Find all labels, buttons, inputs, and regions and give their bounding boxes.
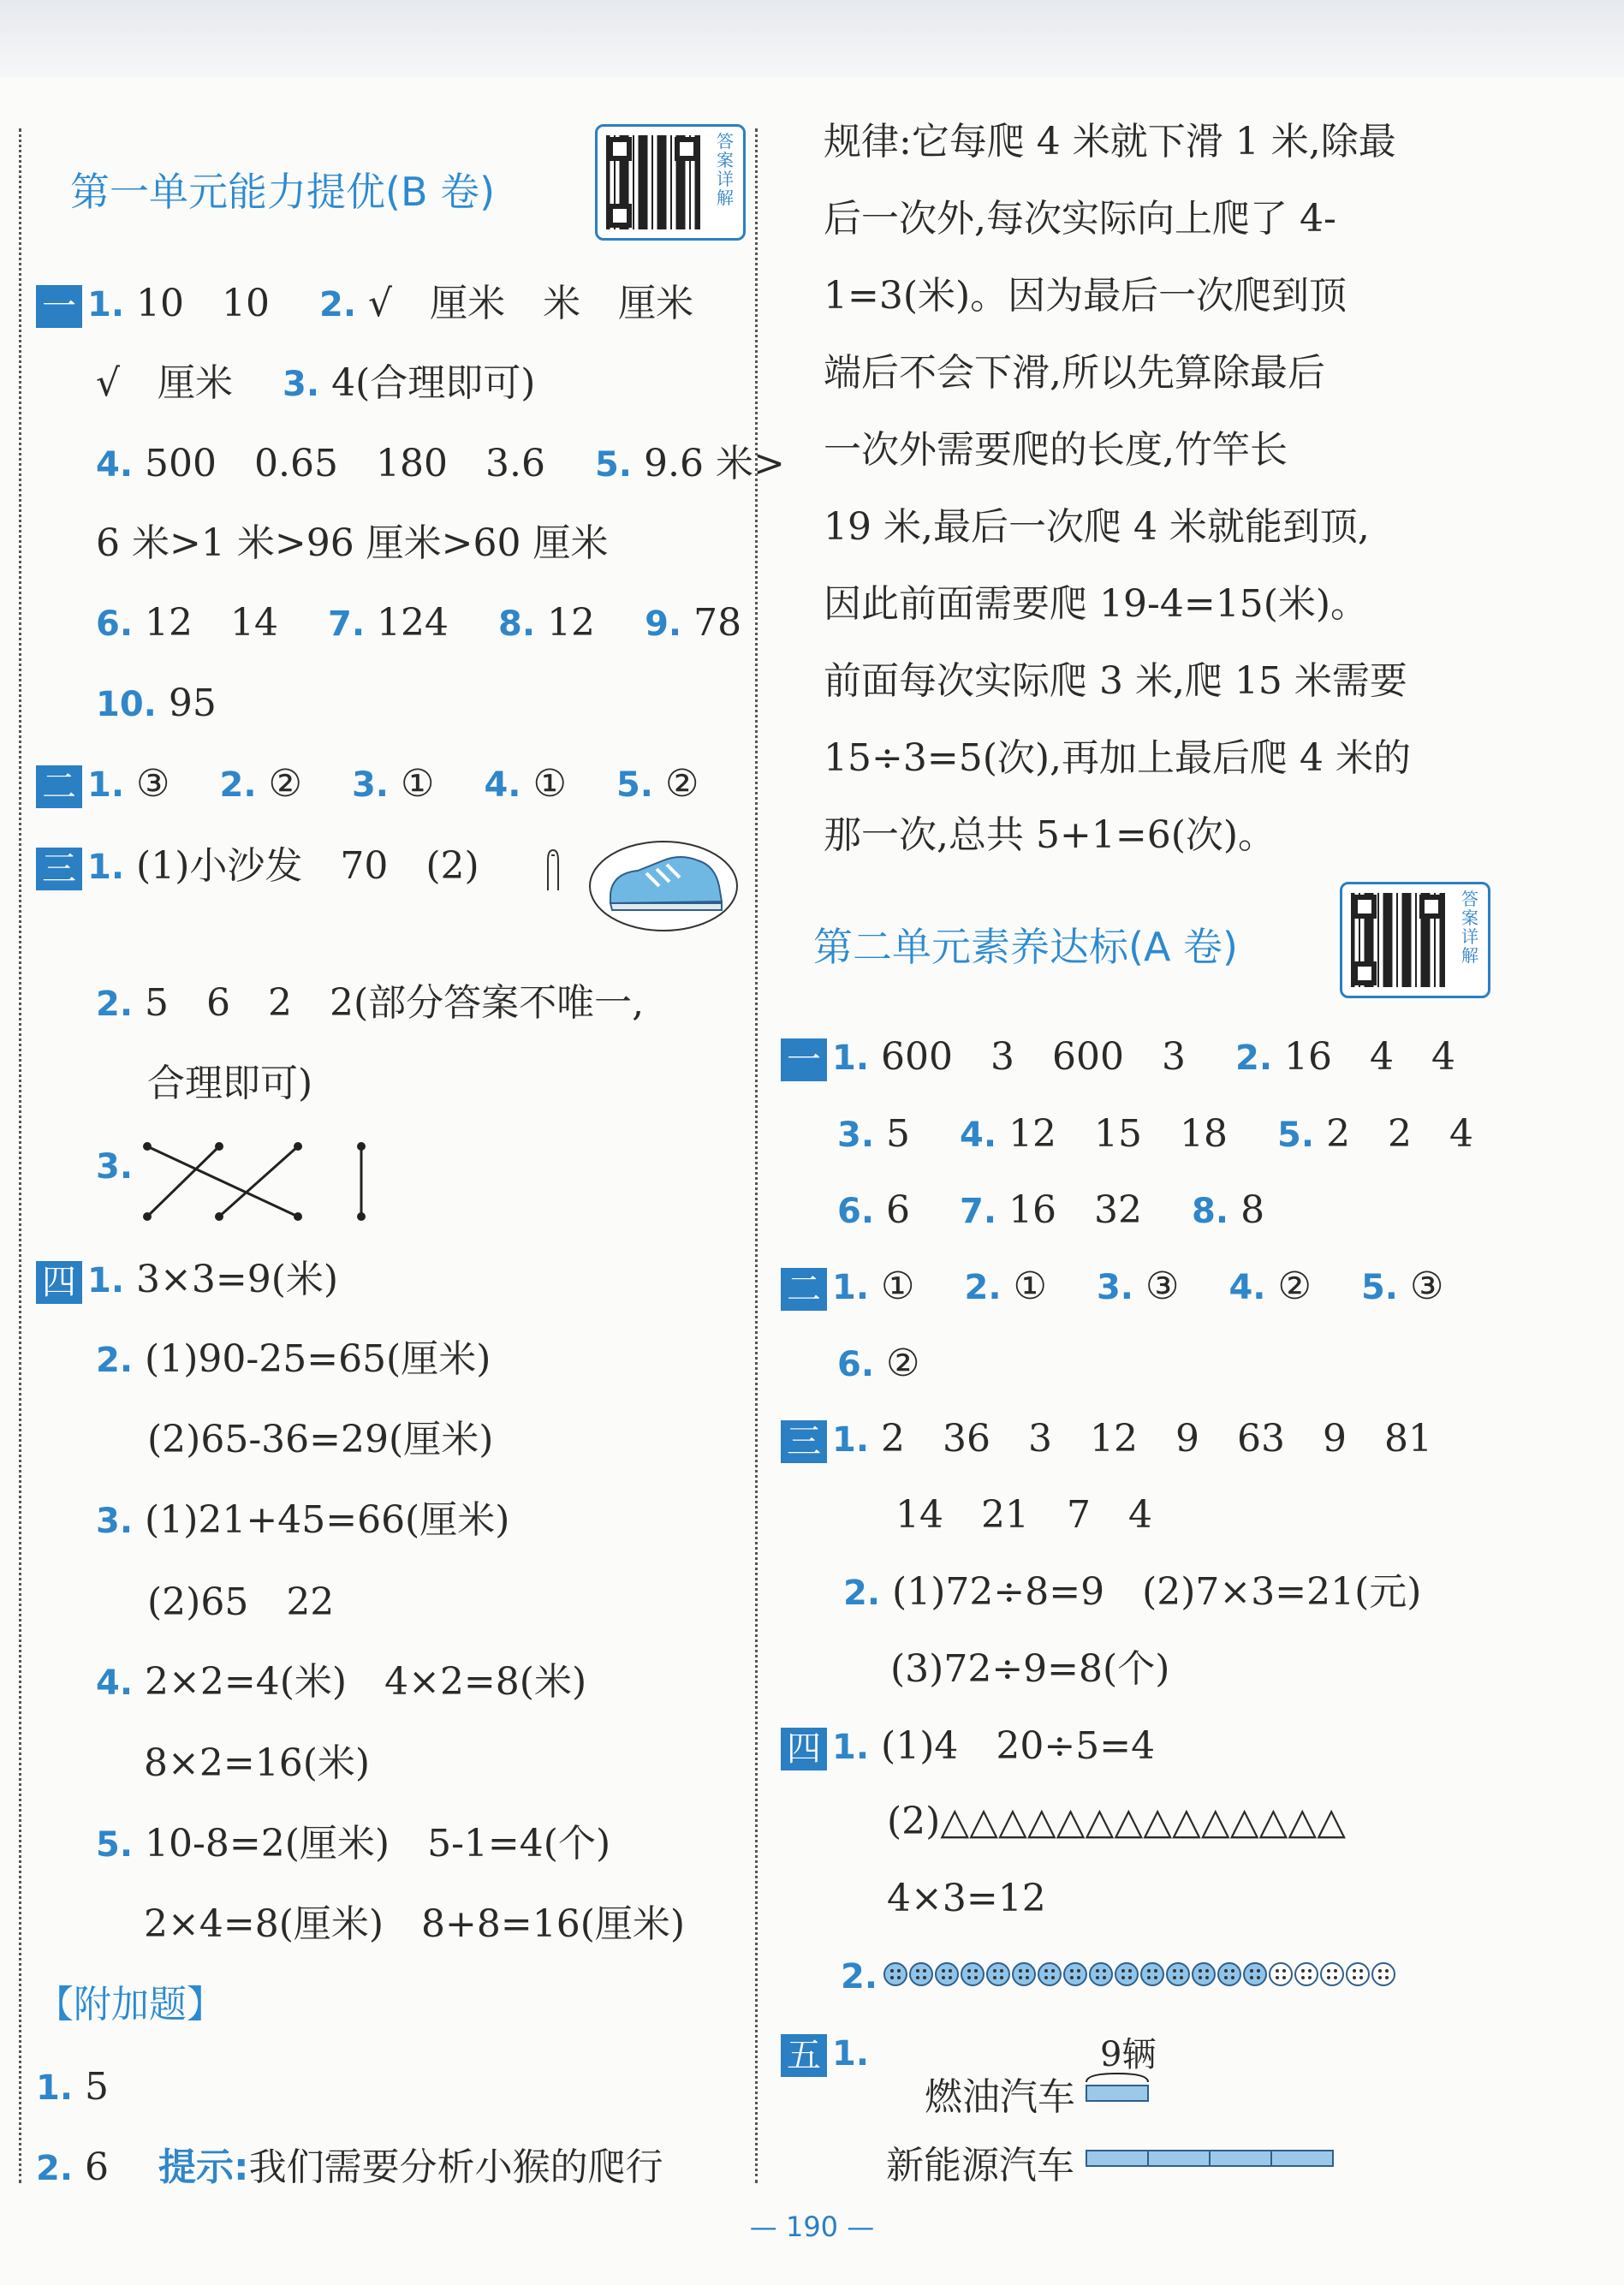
button-hole: [1250, 1969, 1253, 1973]
button-hole: [1224, 1969, 1228, 1973]
r-s4-line2: (2)△△△△△△△△△△△△△△: [887, 1800, 1347, 1843]
l-s4-line7: 8×2=16(米): [144, 1741, 371, 1785]
button-hole: [1103, 1969, 1106, 1973]
button-hole: [1250, 1976, 1253, 1979]
unit1-title: 第一单元能力提优(B 卷): [70, 169, 496, 215]
button-hole: [1173, 1976, 1176, 1979]
button-hole: [1096, 1976, 1099, 1979]
extra-line1: 1. 5: [36, 2065, 110, 2109]
button-dot: [1347, 1963, 1369, 1985]
r-s3-line1: 三 1. 2 36 3 12 9 63 9 81: [781, 1413, 1432, 1466]
extra-line2: 2. 6 提示:我们需要分析小猴的爬行: [36, 2145, 663, 2189]
button-hole: [1070, 1976, 1074, 1979]
button-hole: [1231, 1976, 1234, 1979]
button-dot: [1064, 1963, 1086, 1985]
l-s2-line1: 二 1. ③ 2. ② 3. ① 4. ① 5. ②: [36, 759, 699, 811]
button-hole: [1231, 1969, 1234, 1973]
button-hole: [1308, 1976, 1312, 1979]
button-hole: [1334, 1976, 1337, 1979]
button-hole: [1121, 1969, 1125, 1973]
button-rows-diagram: [883, 1954, 1431, 1996]
button-hole: [1385, 1976, 1389, 1979]
button-hole: [1154, 1969, 1157, 1973]
button-hole: [1276, 1969, 1279, 1973]
section-tag: 一: [36, 285, 82, 328]
hint-line-4: 端后不会下滑,所以先算除最后: [824, 351, 1325, 395]
l-s4-line8: 5. 10-8=2(厘米) 5-1=4(个): [96, 1822, 611, 1865]
button-hole: [1359, 1976, 1363, 1979]
extra-title: 【附加题】: [36, 1983, 224, 2026]
button-dot: [1372, 1963, 1395, 1985]
button-hole: [1276, 1976, 1279, 1979]
section-tag: 五: [781, 2034, 827, 2077]
button-hole: [1257, 1976, 1260, 1979]
button-dot: [884, 1963, 907, 1985]
button-hole: [1205, 1976, 1209, 1979]
button-hole: [949, 1976, 952, 1979]
button-hole: [1327, 1976, 1330, 1979]
button-dot: [1141, 1963, 1163, 1985]
button-hole: [1026, 1969, 1029, 1973]
button-hole: [1019, 1969, 1022, 1973]
button-dot: [1193, 1963, 1215, 1985]
r-s4-line3: 4×3=12: [887, 1877, 1046, 1920]
l-s4-line9: 2×4=8(厘米) 8+8=16(厘米): [144, 1902, 686, 1946]
left-margin-rule: [19, 128, 21, 2183]
section-tag: 四: [781, 1728, 827, 1770]
bar-diagram: [1083, 2063, 1374, 2175]
button-hole: [1044, 1969, 1048, 1973]
l-s3-line4: 3.: [96, 1147, 134, 1187]
button-hole: [923, 1969, 926, 1973]
button-hole: [1096, 1969, 1099, 1973]
l-s4-line2: 2. (1)90-25=65(厘米): [96, 1337, 491, 1381]
l-s1-line3: 4. 500 0.65 180 3.6 5. 9.6 米>: [96, 442, 785, 485]
l-s4-line4: 3. (1)21+45=66(厘米): [96, 1498, 510, 1542]
button-hole: [897, 1969, 901, 1973]
button-hole: [1257, 1969, 1260, 1973]
button-dot: [1090, 1963, 1112, 1985]
button-hole: [1128, 1976, 1132, 1979]
column-divider: [755, 128, 758, 2183]
button-hole: [1154, 1976, 1157, 1979]
button-hole: [1173, 1969, 1176, 1973]
hint-line-10: 那一次,总共 5+1=6(次)。: [824, 813, 1276, 857]
button-dot: [987, 1963, 1009, 1985]
button-hole: [1000, 1976, 1003, 1979]
button-dot: [910, 1963, 932, 1985]
r-s2-line1: 二 1. ① 2. ① 3. ③ 4. ② 5. ③: [781, 1261, 1443, 1313]
finger-icon: [539, 843, 565, 895]
section-tag: 三: [36, 848, 82, 890]
button-hole: [1224, 1976, 1228, 1979]
l-s1-line6: 10. 95: [96, 681, 217, 725]
unit2-title: 第二单元素养达标(A 卷): [813, 924, 1238, 970]
button-hole: [1199, 1969, 1202, 1973]
button-hole: [1378, 1969, 1382, 1973]
button-dot: [1218, 1963, 1240, 1985]
section-tag: 三: [781, 1420, 827, 1463]
button-hole: [897, 1976, 901, 1979]
button-hole: [890, 1969, 894, 1973]
l-s3-line2: 2. 5 6 2 2(部分答案不唯一,: [96, 981, 645, 1025]
bar-top-label: 9辆: [1100, 2035, 1157, 2074]
button-hole: [967, 1976, 971, 1979]
button-hole: [1051, 1969, 1055, 1973]
button-hole: [1301, 1976, 1305, 1979]
button-hole: [1044, 1976, 1048, 1979]
l-s4-line5: (2)65 22: [147, 1580, 335, 1624]
button-hole: [1000, 1969, 1003, 1973]
button-dot: [1115, 1963, 1138, 1985]
l-s4-line1: 四 1. 3×3=9(米): [36, 1254, 338, 1306]
button-dot: [1038, 1963, 1061, 1985]
hint-line-6: 19 米,最后一次爬 4 米就能到顶,: [824, 505, 1370, 549]
button-hole: [1147, 1976, 1151, 1979]
l-s3-line3: 合理即可): [147, 1062, 313, 1105]
r-s1-line1: 一 1. 600 3 600 3 2. 16 4 4: [781, 1032, 1455, 1084]
r-s1-line3: 6. 6 7. 16 32 8. 8: [837, 1188, 1265, 1232]
button-hole: [942, 1969, 945, 1973]
l-s1-line1: 一 1. 10 10 2. √ 厘米 米 厘米: [36, 278, 693, 330]
qr-code-right[interactable]: [1340, 882, 1490, 998]
shoe-icon: [586, 835, 741, 937]
l-s3-line1: 三 1. (1)小沙发 70 (2): [36, 841, 479, 893]
button-dot: [1013, 1963, 1035, 1985]
button-hole: [1282, 1976, 1286, 1979]
button-hole: [1359, 1969, 1363, 1973]
button-hole: [1308, 1969, 1312, 1973]
button-row: [884, 1963, 1395, 1985]
button-hole: [1019, 1976, 1022, 1979]
button-hole: [1121, 1976, 1125, 1979]
r-s3-line4: (3)72÷9=8(个): [890, 1647, 1170, 1691]
button-hole: [967, 1969, 971, 1973]
button-hole: [916, 1976, 919, 1979]
l-s4-line3: (2)65-36=29(厘米): [147, 1418, 494, 1461]
button-hole: [993, 1969, 996, 1973]
r-s3-line2: 14 21 7 4: [895, 1493, 1152, 1537]
bar-new-3: [1210, 2151, 1271, 2166]
button-hole: [1334, 1969, 1337, 1973]
button-hole: [890, 1976, 894, 1979]
page-number: 190: [785, 2211, 839, 2243]
matching-lines-diagram: [137, 1134, 385, 1229]
r-s4-line1: 四 1. (1)4 20÷5=4: [781, 1721, 1155, 1773]
button-dot: [936, 1963, 958, 1985]
button-hole: [949, 1969, 952, 1973]
r-s2-line2: 6. ②: [837, 1342, 920, 1385]
button-hole: [974, 1969, 978, 1973]
l-s1-line5: 6. 12 14 7. 124 8. 12 9. 78: [96, 601, 742, 645]
l-s1-line4: 6 米>1 米>96 厘米>60 厘米: [96, 521, 609, 565]
brace: [1086, 2074, 1148, 2082]
button-hole: [916, 1969, 919, 1973]
button-hole: [942, 1976, 945, 1979]
button-hole: [1077, 1976, 1080, 1979]
button-hole: [1070, 1969, 1074, 1973]
section-tag: 二: [36, 765, 82, 808]
bar-fuel: [1086, 2086, 1148, 2101]
button-dot: [1270, 1963, 1292, 1985]
button-hole: [1051, 1976, 1055, 1979]
hint-line-3: 1=3(米)。因为最后一次爬到顶: [824, 274, 1347, 318]
button-hole: [974, 1976, 978, 1979]
hint-line-8: 前面每次实际爬 3 米,爬 15 米需要: [824, 659, 1407, 703]
qr-label: 答案详解: [1461, 889, 1478, 966]
button-hole: [1282, 1969, 1286, 1973]
bar-row1-label: 燃油汽车: [925, 2075, 1075, 2119]
hint-line-1: 规律:它每爬 4 米就下滑 1 米,除最: [824, 120, 1396, 164]
bar-row2-label: 新能源汽车: [886, 2144, 1074, 2187]
section-tag: 四: [36, 1261, 82, 1304]
hint-line-2: 后一次外,每次实际向上爬了 4-: [824, 197, 1336, 241]
button-dot: [1321, 1963, 1343, 1985]
button-hole: [1301, 1969, 1305, 1973]
qr-code-left[interactable]: [595, 124, 746, 241]
hint-line-5: 一次外需要爬的长度,竹竿长: [824, 428, 1288, 472]
button-hole: [1353, 1969, 1356, 1973]
l-s4-line6: 4. 2×2=4(米) 4×2=8(米): [96, 1660, 587, 1704]
section-tag: 一: [781, 1038, 827, 1081]
button-hole: [1327, 1969, 1330, 1973]
button-hole: [1199, 1976, 1202, 1979]
qr-label: 答案详解: [717, 131, 734, 208]
r-s5-line1: 五 1.: [781, 2027, 869, 2080]
button-dot: [1167, 1963, 1189, 1985]
button-hole: [1103, 1976, 1106, 1979]
bar-new-1: [1086, 2151, 1148, 2166]
bar-new-2: [1148, 2151, 1210, 2166]
button-hole: [1147, 1969, 1151, 1973]
button-hole: [1205, 1969, 1209, 1973]
button-hole: [1385, 1969, 1389, 1973]
bar-new-4: [1271, 2151, 1333, 2166]
button-hole: [1128, 1969, 1132, 1973]
r-s4-line4: 2.: [841, 1957, 878, 1996]
button-dot: [961, 1963, 984, 1985]
button-dot: [1295, 1963, 1318, 1985]
r-s3-line3: 2. (1)72÷8=9 (2)7×3=21(元): [843, 1570, 1422, 1614]
l-s1-line2: √ 厘米 3. 4(合理即可): [96, 361, 536, 405]
page-footer: — 190 —: [749, 2211, 875, 2243]
button-hole: [923, 1976, 926, 1979]
button-hole: [1077, 1969, 1080, 1973]
button-hole: [1180, 1969, 1183, 1973]
button-hole: [1353, 1976, 1356, 1979]
hint-line-7: 因此前面需要爬 19-4=15(米)。: [824, 582, 1369, 626]
button-hole: [1378, 1976, 1382, 1979]
hint-line-9: 15÷3=5(次),再加上最后爬 4 米的: [824, 736, 1411, 780]
section-tag: 二: [781, 1268, 827, 1311]
button-dot: [1244, 1963, 1266, 1985]
button-hole: [1026, 1976, 1029, 1979]
button-hole: [1180, 1976, 1183, 1979]
r-s1-line2: 3. 5 4. 12 15 18 5. 2 2 4: [837, 1112, 1474, 1156]
button-hole: [993, 1976, 996, 1979]
